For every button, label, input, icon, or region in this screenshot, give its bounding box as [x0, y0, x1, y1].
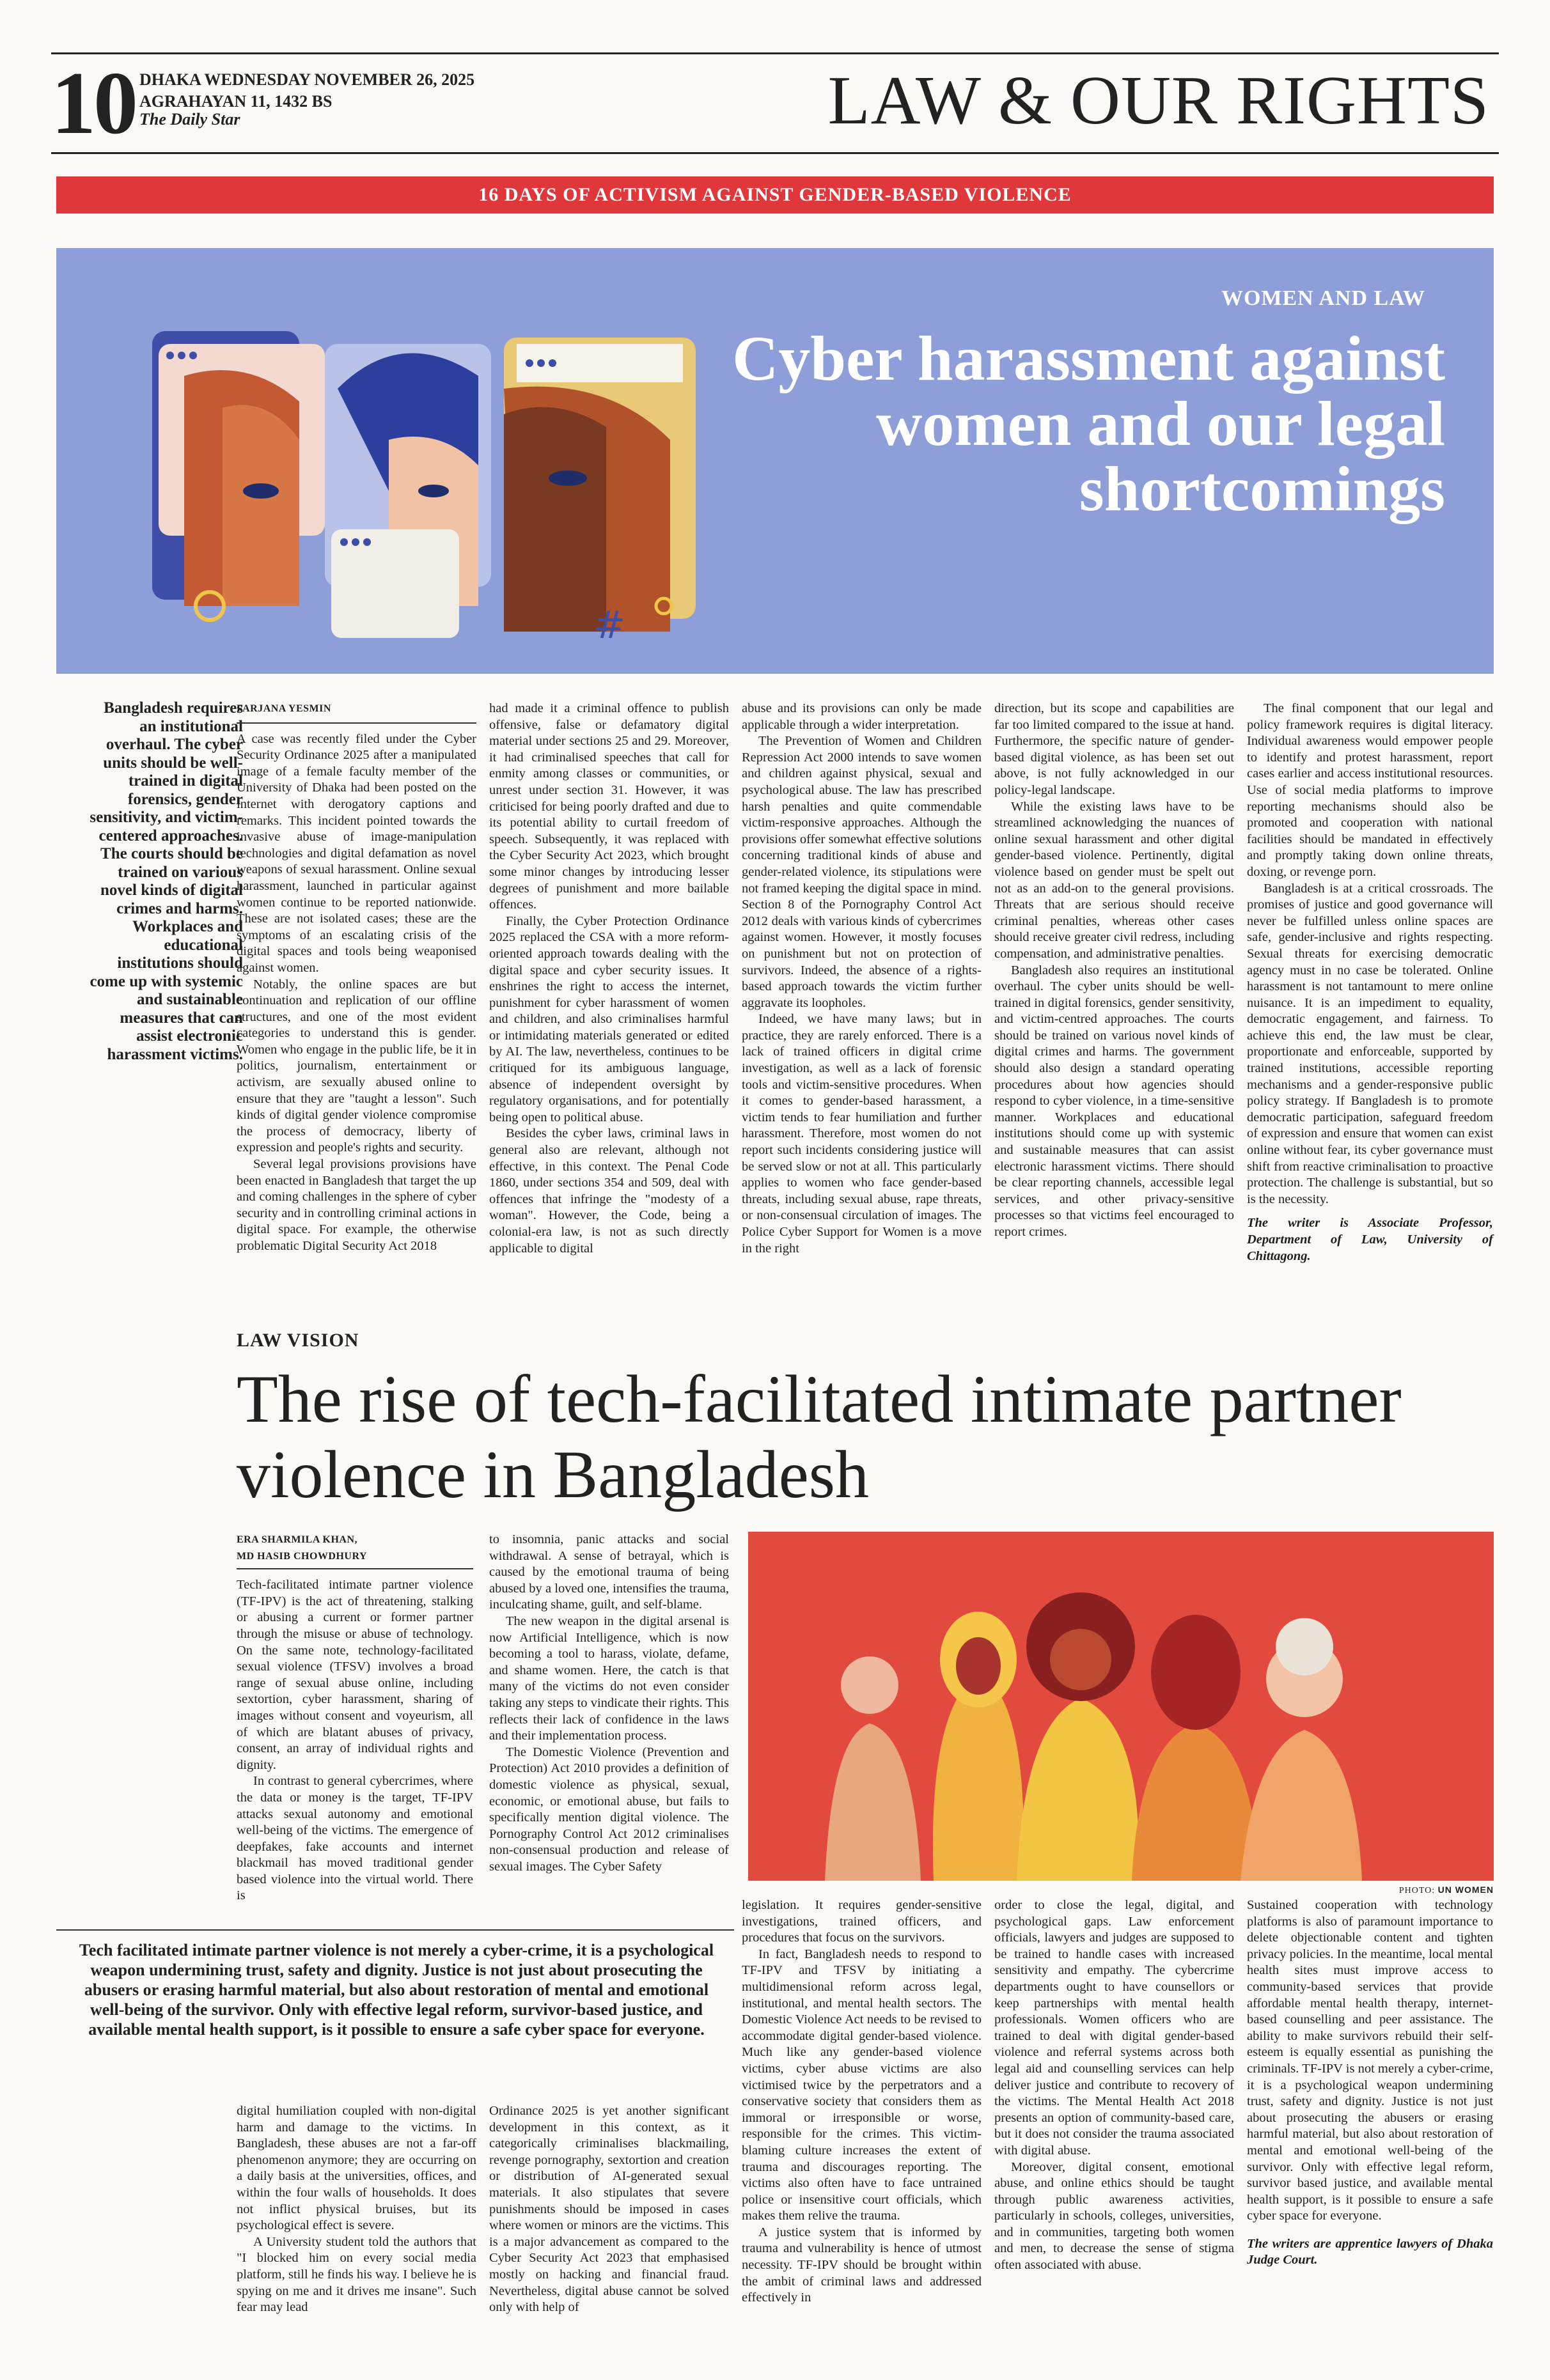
paragraph: Notably, the online spaces are but continuation and replication of our offline structures, and one of the most evident categories to understand this is gender. Women who engage in the public life, be it in politics, journalism, entertainment or activism, are sexually abused online to ensure that they are "taught a lesson". Such kinds of digital gender violence compromise the process of democracy, liberty of expression and people's rights and security.: [237, 977, 476, 1155]
paragraph: A case was recently filed under the Cyber Security Ordinance 2025 after a manipulated image of a female faculty member of the University of Dhaka had been posted on the internet with derogatory captions and remarks. This incident pointed towards the invasive abuse of image-manipulation technologies and digital defamation as novel weapons of sexual harassment. Online sexual harassment, launched in particular against women continue to be reported nationwide. These are not isolated cases; these are the symptoms of an escalating crisis of the digital spaces and tools being weaponised against women.: [237, 731, 476, 975]
page-number: 10: [51, 54, 136, 153]
paragraph: Besides the cyber laws, criminal laws in general also are relevant, although not effective, in this context. The Penal Code 1860, under sections 354 and 509, deal with offences that infringe the "modesty of a woman". However, the Code, being a colonial-era law, is not as such directly applicable to digital: [489, 1126, 729, 1256]
photo-credit-label: PHOTO:: [1398, 1886, 1436, 1895]
paragraph: order to close the legal, digital, and psychological gaps. Law enforcement officials, lawyers and judges are supposed to be trained to handle cases with increased sensitivity and empathy. The cybercrime departments ought to have counsellors or keep partnerships with mental health professionals. Women officers who are trained to deal with digital gender-based violence and referral systems across both legal aid and counselling services can help deliver justice and contribute to recovery of the victims. The Mental Health Act 2018 presents an option of community-based care, but it does not consider the trauma associated with digital abuse.: [994, 1898, 1234, 2158]
paragraph: Bangladesh is at a critical crossroads. The promises of justice and good governance will never be fulfilled unless online spaces are safe, gender-inclusive and rights respecting. Sexual threats for exercising democratic agency must in no case be tolerated. Online harassment is not tantamount to mere online nuisance. It is an impediment to equality, democratic engagement, and fairness. To achieve this end, the law must be clear, proportionate and enforceable, supported by trained institutions, accessible reporting mechanisms and a gender-responsive public policy strategy. If Bangladesh is to promote democratic participation, safeguard freedom of expression and ensure that women can exist online without fear, its cyber governance must shift from reactive criminalisation to proactive protection. The challenge is substantial, but so is the necessity.: [1247, 881, 1493, 1206]
pullquote-rule-top: [56, 1929, 734, 1931]
header-rule: [51, 152, 1499, 154]
paragraph: In contrast to general cybercrimes, where the data or money is the target, TF-IPV attacks sexual autonomy and emotional well-being of the victims. The emergence of deepfakes, fake accounts and internet blackmail has moved traditional gender based violence into the virtual world. There is: [237, 1774, 473, 1903]
article1-headline: Cyber harassment against women and our legal shortcomings: [732, 323, 1445, 524]
article1-column-2: [489, 701, 729, 1257]
article1-column-1: [237, 701, 476, 1255]
paragraph: Several legal provisions provisions have been enacted in Bangladesh that target the up and coming challenges in the sphere of cyber security and in controlling criminal actions in digital space. For example, the otherwise problematic Digital Security Act 2018: [237, 1157, 476, 1253]
article2-column-b: [489, 1532, 729, 1875]
article2-author-note: The writers are apprentice lawyers of Dhaka Judge Court.: [1247, 2236, 1493, 2267]
article1-column-3: [742, 701, 982, 1257]
paragraph: Sustained cooperation with technology platforms is also of paramount importance to delete objectionable content and tighten privacy policies. In the meantime, local mental health sites must improve access to community-based services that provide affordable mental health therapy, internet-based counselling and peer assistance. The ability to make survivors rebuild their self-esteem is equally essential as punishing the criminals. TF-IPV is not merely a cyber-crime, it is a psychological weapon undermining trust, safety and dignity. Justice is not just about prosecuting the abusers or erasing harmful material, but also about restoration of mental and emotional well-being of the survivor. Only with effective legal reform, survivor based justice, and available mental health support, is it possible to ensure a safe cyber space for everyone.: [1247, 1898, 1493, 2223]
article2-byline-2: MD HASIB CHOWDHURY: [237, 1550, 367, 1562]
article1-kicker: WOMEN AND LAW: [1221, 286, 1425, 310]
article2-headline: The rise of tech-facilitated intimate partner violence in Bangladesh: [237, 1362, 1402, 1512]
paragraph: The Domestic Violence (Prevention and Protection) Act 2010 provides a definition of domestic violence as physical, sexual, economic, or emotional abuse, but fails to specifically mention digital violence. The Pornography Control Act 2012 criminalises non-consensual production and release of sexual images. The Cyber Safety: [489, 1745, 729, 1874]
dateline: [139, 69, 474, 113]
byline-rule: [237, 1568, 473, 1569]
article2-column-c: [237, 2103, 476, 2316]
paragraph: Tech-facilitated intimate partner violence (TF-IPV) is the act of threatening, stalking or abusing a current or former partner through the misuse or abuse of technology. On the same note, technology-facilitated sexual violence (TFSV) involves a broad range of sexual abuse online, including sextortion, cyber harassment, sharing of images without consent and voyeurism, all of which are blatant abuses of privacy, consent, an array of individual rights and dignity.: [237, 1578, 473, 1772]
article2-column-a: [237, 1532, 473, 1904]
paragraph: While the existing laws have to be streamlined acknowledging the nuances of online sexual harassment and other digital gender-based violence. Pertinently, digital violence based on gender must be spelt out not as an add-on to the general provisions. Threats that are serious should receive criminal penalties, whereas other cases should receive greater civil redress, including compensation, and administrative penalties.: [994, 799, 1234, 961]
paragraph: A justice system that is informed by trauma and vulnerability is hence of utmost necessity. TF-IPV should be brought within the ambit of criminal laws and addressed effectively in: [742, 2225, 982, 2305]
paragraph: The new weapon in the digital arsenal is now Artificial Intelligence, which is now becoming a tool to harass, violate, defame, and shame women. Here, the catch is that many of the victims do not even consider taking any steps to vindicate their rights. This reflects their lack of confidence in the laws and their implementation process.: [489, 1614, 729, 1743]
svg-text:#: #: [593, 603, 626, 648]
paragraph: The Prevention of Women and Children Repression Act 2000 intends to save women and children against physical, sexual and psychological abuse. The law has prescribed harsh penalties and quite commendable victim-responsive approaches. Although the provisions offer somewhat effective solutions concerning traditional kinds of abuse and gender-related violence, its stipulations were not framed keeping the digital space in mind. Section 8 of the Pornography Control Act 2012 deals with various kinds of cybercrimes against women. However, it mostly focuses on punishment but not on protection of survivors. Indeed, the absence of a rights-based approach towards the victim further aggravate its loopholes.: [742, 734, 982, 1010]
article2-column-f: [994, 1897, 1234, 2274]
paragraph: In fact, Bangladesh needs to respond to TF-IPV and TFSV by initiating a multidimensional reform across legal, institutional, and mental health sectors. The Domestic Violence Act needs to be revised to accommodate digital gender-based violence. Much like any gender-based violence victims, cyber abuse victims are also victimised twice by the perpetrators and a conservative society that considers them as immoral or irresponsible or worse, responsible for the crimes. This victim-blaming culture increases the extent of trauma and discourages reporting. The victims also often have to face untrained police or insensitive court officials, which makes them relive the trauma.: [742, 1947, 982, 2223]
paragraph: Indeed, we have many laws; but in practice, they are rarely enforced. There is a lack of trained officers in digital crime investigation, as well as a lack of forensic tools and victim-sensitive procedures. When it comes to gender-based harassment, a victim tends to fear humiliation and further harassment. Therefore, most women do not report such incidents considering justice will be served slow or not at all. This particularly applies to women who face gender-based threats, including sexual abuse, rape threats, or non-consensual circulation of images. The Police Cyber Support for Women is a move in the right: [742, 1012, 982, 1256]
article2-column-e: [742, 1897, 982, 2306]
photo-credit: [1399, 1885, 1494, 1896]
article1-author-note: The writer is Associate Professor, Department of Law, University of Chittagong.: [1247, 1216, 1493, 1263]
article2-kicker: LAW VISION: [237, 1330, 359, 1351]
women-group-illustration: [748, 1532, 1494, 1881]
paragraph: Ordinance 2025 is yet another significant development in this context, as it categorically criminalises blackmailing, revenge pornography, sextortion and creation or distribution of AI-generated sexual materials. It also stipulates that severe punishments should be imposed in cases where women or minors are the victims. This is a major advancement as compared to the Cyber Security Act 2023 that emphasised mostly on hacking and financial fraud. Nevertheless, digital abuse cannot be solved only with help of: [489, 2104, 729, 2315]
paragraph: legislation. It requires gender-sensitive investigations, trained officers, and procedures that focus on the survivors.: [742, 1898, 982, 1945]
paragraph: direction, but its scope and capabilities are far too limited compared to the issue at hand. Furthermore, the specific nature of gender-based digital violence, as has been set out above, is not fully acknowledged in our policy-legal landscape.: [994, 701, 1234, 797]
article2-column-g: [1247, 1897, 1493, 2269]
newspaper-logo: The Daily Star: [139, 110, 240, 128]
paragraph: Finally, the Cyber Protection Ordinance 2025 replaced the CSA with a more reform-oriented approach towards dealing with the digital space and cyber security issues. It enshrines the right to access the internet, punishment for cyber harassment of women and children, and also criminalises harmful or intimidating materials generated or edited by AI. The law, nevertheless, continues to be critiqued for its ambiguous language, absence of independent oversight by regulatory organisations, and for potentially being open to political abuse.: [489, 914, 729, 1124]
paragraph: Bangladesh also requires an institutional overhaul. The cyber units should be well-trained in digital forensics, gender sensitivity, and victim-centred approaches. The courts should be trained on various novel kinds of digital crimes and harms. The government should also design a standard operating procedures about how agencies should respond to cyber violence, in a time-sensitive manner. Workplaces and educational institutions should come up with systemic and sustainable measures that can assist electronic harassment victims. There should be clear reporting channels, accessible legal services, and other privacy-sensitive processes so that victims feel encouraged to report crimes.: [994, 963, 1234, 1239]
article1-pullquote: Bangladesh requires an institutional overhaul. The cyber units should be well-trained in digital forensics, gender sensitivity, and victim-centered approaches. The courts should be trained on various novel kinds of digital crimes and harms. Workplaces and educational institutions should come up with systemic and sustainable measures that can assist electronic harassment victims.: [90, 699, 243, 1063]
paragraph: The final component that our legal and policy framework requires is digital literacy. Individual awareness would empower people to identify and protest harassment, report cases earlier and access institutional resources. Use of social media platforms to improve reporting mechanisms should also be promoted and cooperation with national facilities should be mandated in effectively and promptly taking down online threats, doxing, or revenge porn.: [1247, 701, 1493, 879]
dateline-bangla: AGRAHAYAN 11, 1432 BS: [139, 92, 333, 111]
section-title: LAW & OUR RIGHTS: [827, 63, 1489, 139]
byline-rule: [237, 722, 476, 724]
article2-pullquote: Tech facilitated intimate partner violence is not merely a cyber-crime, it is a psychological weapon undermining trust, safety and dignity. Justice is not just about prosecuting the abusers or erasing harmful material, but also about restoration of mental and emotional well-being of the survivor. Only with effective legal reform, survivor-based justice, and available mental health support, is it possible to ensure a safe cyber space for everyone.: [79, 1941, 714, 2039]
photo-credit-source: UN WOMEN: [1437, 1885, 1494, 1895]
paragraph: had made it a criminal offence to publish offensive, false or defamatory digital material under sections 25 and 29. Moreover, it had criminalised speeches that call for enmity among classes or communities, or unrest under section 31. However, it was criticised for being poorly drafted and due to its potential ability to curtail freedom of speech. Subsequently, it was replaced with the Cyber Security Act 2023, which brought some minor changes by introducing lesser degrees of punishment and more bailable offences.: [489, 701, 729, 912]
article2-photo: [748, 1532, 1494, 1881]
paragraph: A University student told the authors that "I blocked him on every social media platform, still he finds his way. I believe he is spying on me and it drives me insane". Such fear may lead: [237, 2234, 476, 2315]
paragraph: Moreover, digital consent, emotional abuse, and online ethics should be taught through public awareness activities, particularly in schools, colleges, universities, and in communities, targeting both women and men, to decrease the sense of stigma often associated with abuse.: [994, 2159, 1234, 2273]
campaign-banner: 16 DAYS OF ACTIVISM AGAINST GENDER-BASED VIOLENCE: [56, 176, 1494, 214]
article1-column-5: [1247, 701, 1493, 1264]
top-rule: [51, 52, 1499, 54]
dateline-date: DHAKA WEDNESDAY NOVEMBER 26, 2025: [139, 70, 475, 89]
article2-byline-1: ERA SHARMILA KHAN,: [237, 1534, 358, 1545]
article1-column-4: [994, 701, 1234, 1241]
paragraph: abuse and its provisions can only be made applicable through a wider interpretation.: [742, 701, 982, 732]
article2-column-d: [489, 2103, 729, 2316]
paragraph: to insomnia, panic attacks and social withdrawal. A sense of betrayal, which is caused by the emotional trauma of being abused by a loved one, intensifies the trauma, inculcating shame, guilt, and self-blame.: [489, 1532, 729, 1612]
paragraph: digital humiliation coupled with non-digital harm and damage to the victims. In Bangladesh, these abuses are not a far-off phenomenon anymore; they are occurring on a daily basis at the universities, offices, and within the four walls of households. It does not inflict physical bruises, but its psychological effect is severe.: [237, 2104, 476, 2233]
article1-byline: FARJANA YESMIN: [237, 703, 331, 714]
